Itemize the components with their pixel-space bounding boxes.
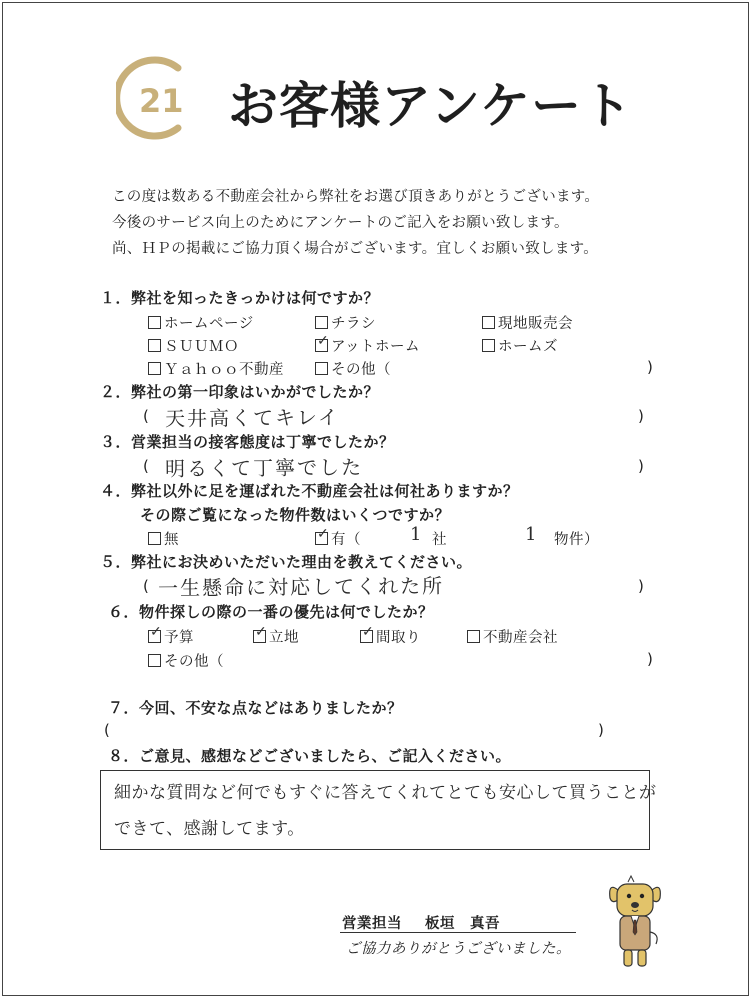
q1-label: １．弊社を知ったきっかけは何ですか？ — [100, 289, 380, 307]
century21-logo — [116, 50, 196, 146]
q8-label: ８．ご意見、感想などございましたら、ご記入ください。 — [108, 747, 512, 765]
q4-property-unit: 物件） — [554, 532, 599, 548]
q1-option-flyer[interactable]: チラシ — [315, 312, 376, 333]
q6-option-location[interactable]: ✓ 立地 — [255, 624, 299, 646]
checkbox[interactable] — [482, 339, 495, 352]
checkbox-checked[interactable] — [253, 624, 268, 643]
open-paren: ( — [143, 577, 149, 595]
q8-answer-line-1[interactable]: 細かな質問など何でもすぐに答えてくれてとても安心して買うことが — [114, 783, 657, 803]
q5-label: ５．弊社にお決めいただいた理由を教えてください。 — [100, 553, 473, 571]
dog-mascot-icon — [604, 872, 666, 972]
close-paren: ) — [638, 577, 644, 595]
q3-label: ３．営業担当の接客態度は丁寧でしたか？ — [100, 433, 395, 451]
check-mark-icon: ✓ — [317, 526, 330, 542]
q4-label: ４．弊社以外に足を運ばれた不動産会社は何社ありますか？ — [100, 482, 519, 500]
staff-name: 板垣 真吾 — [425, 916, 500, 932]
staff-label: 営業担当 — [342, 916, 402, 932]
q4-property-count[interactable]: 1 — [525, 524, 538, 545]
q2-label: ２．弊社の第一印象はいかがでしたか？ — [100, 383, 380, 401]
check-mark-icon: ✓ — [362, 624, 375, 640]
intro-line-1: この度は数ある不動産会社から弊社をお選び頂きありがとうございます。 — [112, 189, 600, 205]
q6-label: ６．物件探しの際の一番の優先は何でしたか？ — [108, 603, 434, 621]
q6-option-agency[interactable]: 不動産会社 — [467, 626, 558, 647]
checkbox[interactable] — [315, 362, 328, 375]
intro-line-2: 今後のサービス向上のためにアンケートのご記入をお願い致します。 — [112, 215, 569, 231]
close-paren: ) — [647, 650, 653, 668]
q1-option-homes[interactable]: ホームズ — [482, 335, 558, 356]
check-mark-icon: ✓ — [317, 333, 330, 349]
checkbox-checked[interactable] — [148, 624, 163, 643]
check-mark-icon: ✓ — [150, 624, 163, 640]
q4-company-count[interactable]: 1 — [410, 524, 423, 545]
q1-option-suumo[interactable]: ＳＵＵＭＯ — [148, 335, 239, 356]
q6-option-budget[interactable]: ✓ 予算 — [150, 624, 194, 646]
q1-option-open-house[interactable]: 現地販売会 — [482, 312, 573, 333]
checkbox[interactable] — [315, 316, 328, 329]
q4-option-none[interactable]: 無 — [148, 528, 179, 549]
q1-option-homepage[interactable]: ホームページ — [148, 312, 254, 333]
page-title: お客様アンケート — [228, 77, 633, 135]
open-paren: ( — [143, 407, 149, 425]
q1-option-yahoo[interactable]: Ｙａｈｏｏ不動産 — [148, 358, 284, 379]
close-paren: ) — [647, 358, 653, 376]
q6-option-layout[interactable]: ✓ 間取り — [362, 624, 421, 646]
thanks-text: ご協力ありがとうございました。 — [346, 941, 571, 957]
checkbox[interactable] — [148, 654, 161, 667]
q6-option-other[interactable]: その他（ — [148, 650, 224, 671]
check-mark-icon: ✓ — [255, 624, 268, 640]
q4-company-unit: 社 — [432, 532, 447, 548]
q1-option-other[interactable]: その他（ — [315, 358, 391, 379]
checkbox-checked[interactable] — [315, 333, 330, 352]
open-paren: ( — [104, 721, 110, 739]
checkbox[interactable] — [148, 362, 161, 375]
checkbox-checked[interactable] — [315, 526, 330, 545]
open-paren: ( — [143, 457, 149, 475]
q7-label: ７．今回、不安な点などはありましたか？ — [108, 699, 403, 717]
logo-text: 21 — [139, 82, 184, 120]
checkbox[interactable] — [482, 316, 495, 329]
close-paren: ) — [638, 407, 644, 425]
checkbox[interactable] — [467, 630, 480, 643]
signature-line — [340, 932, 576, 933]
q1-option-athome[interactable]: ✓ アットホーム — [317, 333, 420, 355]
q4-option-yes[interactable]: ✓ 有（ — [317, 526, 361, 548]
q4-sublabel: その際ご覧になった物件数はいくつですか？ — [140, 506, 451, 524]
q3-answer[interactable]: 明るくて丁寧でした — [164, 455, 364, 481]
intro-line-3: 尚、ＨＰの掲載にご協力頂く場合がございます。宜しくお願い致します。 — [112, 241, 599, 257]
checkbox-checked[interactable] — [360, 624, 375, 643]
q8-answer-line-2[interactable]: できて、感謝してます。 — [114, 819, 305, 839]
checkbox[interactable] — [148, 532, 161, 545]
close-paren: ) — [598, 721, 604, 739]
checkbox[interactable] — [148, 316, 161, 329]
checkbox[interactable] — [148, 339, 161, 352]
q2-answer[interactable]: 天井高くてキレイ — [164, 405, 340, 431]
q5-answer[interactable]: 一生懸命に対応してくれた所 — [157, 573, 445, 601]
close-paren: ) — [638, 457, 644, 475]
